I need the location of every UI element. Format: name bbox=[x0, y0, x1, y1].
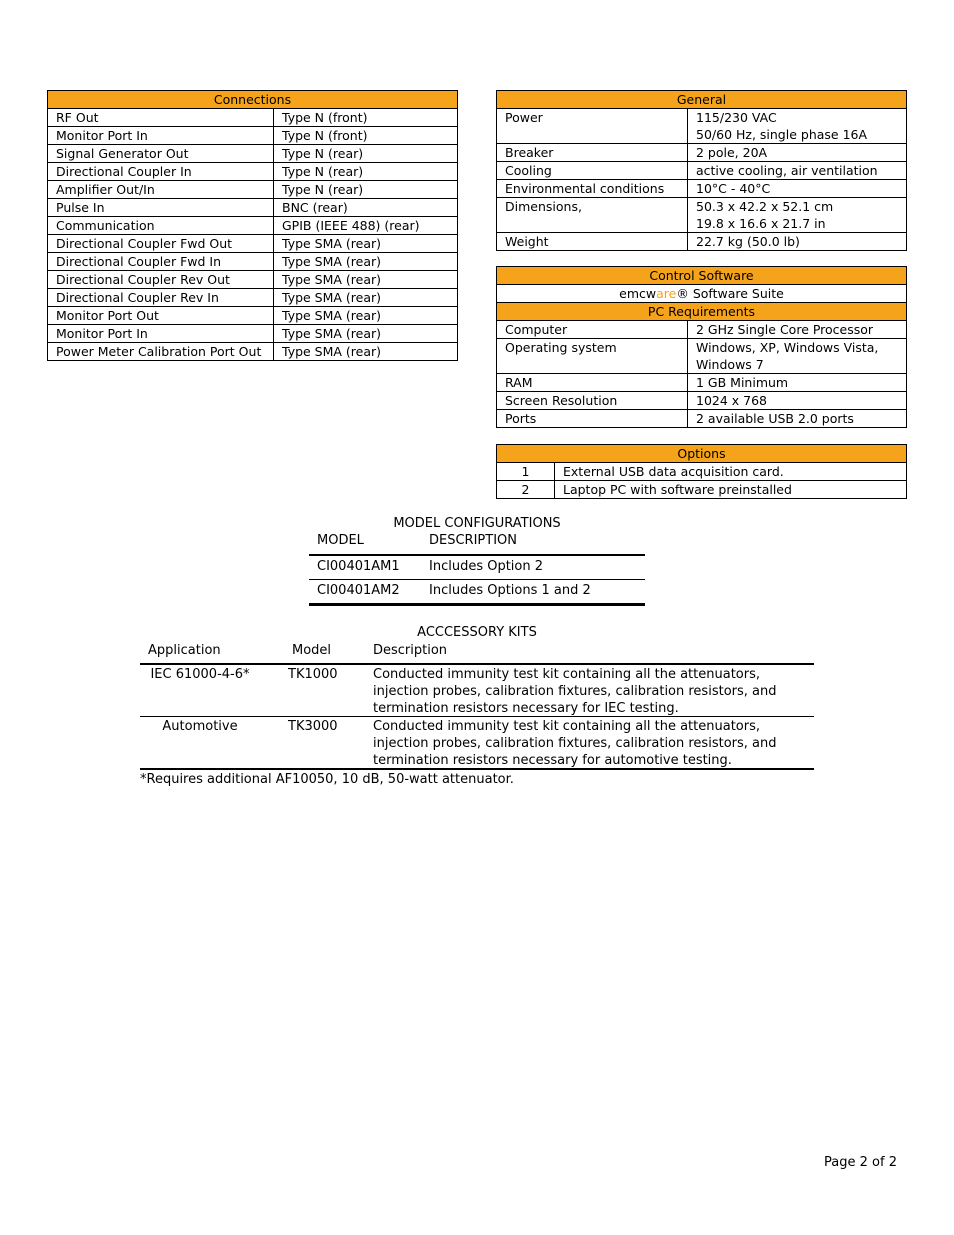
control-software-table bbox=[496, 266, 907, 428]
table-row: Directional Coupler In Type N (rear) bbox=[48, 163, 458, 181]
table-row: Dimensions, 50.3 x 42.2 x 52.1 cm 19.8 x 16.6 x 21.7 in bbox=[497, 198, 907, 233]
table-row: Directional Coupler Fwd In Type SMA (rear) bbox=[48, 253, 458, 271]
table-row: CI00401AM2 Includes Options 1 and 2 bbox=[309, 580, 645, 606]
model-configurations-table bbox=[309, 532, 645, 606]
control-software-header: Control Software bbox=[497, 267, 907, 285]
table-row: Computer 2 GHz Single Core Processor bbox=[497, 321, 907, 339]
table-row: Amplifier Out/In Type N (rear) bbox=[48, 181, 458, 199]
table-row: Directional Coupler Rev Out Type SMA (rear) bbox=[48, 271, 458, 289]
table-row: Directional Coupler Fwd Out Type SMA (rear) bbox=[48, 235, 458, 253]
table-row: Pulse In BNC (rear) bbox=[48, 199, 458, 217]
table-row: Automotive TK3000 Conducted immunity test kit containing all the attenuators, injection probes, calibration fixtures, calibration resistors, and termination resistors necessary for automotive testing. bbox=[140, 717, 814, 770]
table-row: Monitor Port Out Type SMA (rear) bbox=[48, 307, 458, 325]
model-configurations-title: MODEL CONFIGURATIONS bbox=[393, 516, 561, 531]
accessory-kits-table bbox=[140, 641, 814, 770]
table-row: 1 External USB data acquisition card. bbox=[497, 463, 907, 481]
table-row: IEC 61000-4-6* TK1000 Conducted immunity test kit containing all the attenuators, injection probes, calibration fixtures, calibration resistors, and termination resistors necessary for IEC testing. bbox=[140, 665, 814, 717]
table-row: Cooling active cooling, air ventilation bbox=[497, 162, 907, 180]
options-table bbox=[496, 444, 907, 499]
table-row: Breaker 2 pole, 20A bbox=[497, 144, 907, 162]
options-header: Options bbox=[497, 445, 907, 463]
table-row: Power Meter Calibration Port Out Type SMA (rear) bbox=[48, 343, 458, 361]
table-header: MODEL DESCRIPTION bbox=[309, 532, 645, 556]
table-row: Communication GPIB (IEEE 488) (rear) bbox=[48, 217, 458, 235]
table-row: RF Out Type N (front) bbox=[48, 109, 458, 127]
table-row: 2 Laptop PC with software preinstalled bbox=[497, 481, 907, 499]
page-number: Page 2 of 2 bbox=[824, 1155, 897, 1170]
table-row: Ports 2 available USB 2.0 ports bbox=[497, 410, 907, 428]
table-row: Environmental conditions 10°C - 40°C bbox=[497, 180, 907, 198]
connections-table bbox=[47, 90, 458, 361]
table-row: Monitor Port In Type SMA (rear) bbox=[48, 325, 458, 343]
general-header: General bbox=[497, 91, 907, 109]
software-suite: emcware® Software Suite bbox=[497, 285, 907, 303]
connections-header: Connections bbox=[48, 91, 458, 109]
accessory-kits-title: ACCCESSORY KITS bbox=[417, 625, 537, 640]
table-row: CI00401AM1 Includes Option 2 bbox=[309, 556, 645, 580]
pc-requirements-header: PC Requirements bbox=[497, 303, 907, 321]
table-row: Directional Coupler Rev In Type SMA (rear) bbox=[48, 289, 458, 307]
general-table bbox=[496, 90, 907, 251]
table-row: Signal Generator Out Type N (rear) bbox=[48, 145, 458, 163]
table-row: Monitor Port In Type N (front) bbox=[48, 127, 458, 145]
table-header: Application Model Description bbox=[140, 641, 814, 665]
table-row: RAM 1 GB Minimum bbox=[497, 374, 907, 392]
table-row: Screen Resolution 1024 x 768 bbox=[497, 392, 907, 410]
table-row: Weight 22.7 kg (50.0 lb) bbox=[497, 233, 907, 251]
table-row: Power 115/230 VAC 50/60 Hz, single phase 16A bbox=[497, 109, 907, 144]
table-row: Operating system Windows, XP, Windows Vista, Windows 7 bbox=[497, 339, 907, 374]
footnote: *Requires additional AF10050, 10 dB, 50-watt attenuator. bbox=[140, 772, 514, 787]
